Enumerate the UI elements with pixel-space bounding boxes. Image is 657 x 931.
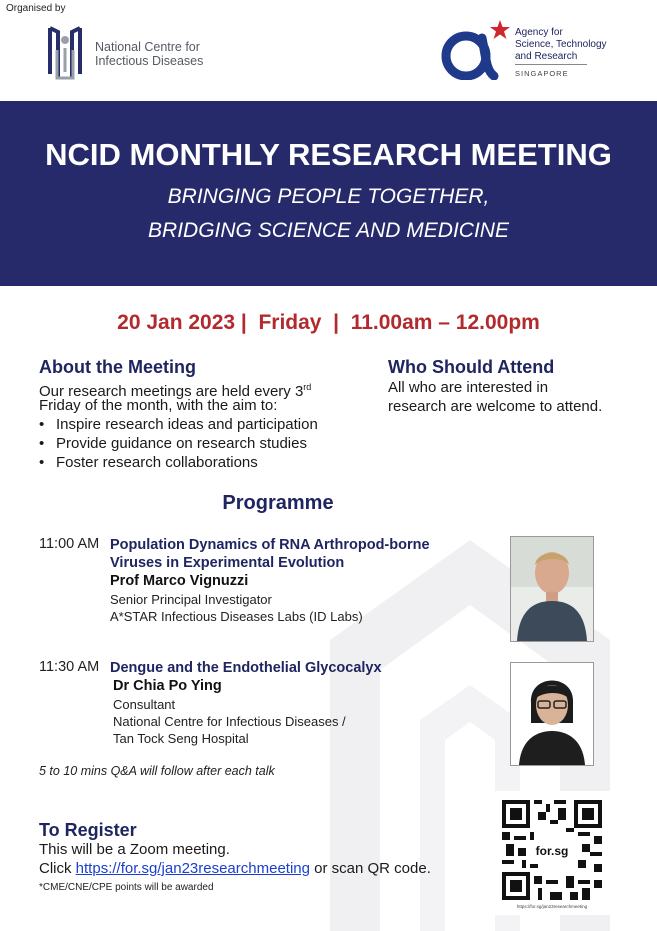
organised-by-label: Organised by	[6, 3, 66, 14]
talk-1-speaker: Prof Marco Vignuzzi	[110, 573, 249, 589]
qa-note: 5 to 10 mins Q&A will follow after each talk	[39, 764, 275, 778]
register-scan-text: or scan QR code.	[309, 860, 431, 877]
cme-note: *CME/CNE/CPE points will be awarded	[39, 882, 214, 893]
astar-logo-icon	[438, 18, 510, 80]
astar-name-line2: Science, Technology	[515, 39, 607, 50]
speaker-1-portrait-icon	[511, 537, 593, 641]
astar-divider	[515, 64, 587, 65]
ncid-logo-icon	[44, 22, 86, 84]
qr-center-label: for.sg	[535, 844, 569, 859]
talk-2-org-line1: National Centre for Infectious Diseases /	[113, 714, 346, 729]
talk-1-title-line1: Population Dynamics of RNA Arthropod-borne	[110, 537, 430, 553]
talk-2-role: Consultant	[113, 697, 176, 712]
banner-subtitle-line2: BRIDGING SCIENCE AND MEDICINE	[148, 219, 509, 242]
talk-2-title: Dengue and the Endothelial Glycocalyx	[110, 660, 382, 676]
talk-1-title	[110, 536, 470, 572]
about-aims-list	[39, 415, 318, 472]
astar-name	[515, 27, 607, 63]
about-text-superscript: rd	[303, 382, 312, 392]
talk-2-org-line2: Tan Tock Seng Hospital	[113, 731, 249, 746]
event-date-line: 20 Jan 2023 | Friday | 11.00am – 12.00pm	[117, 311, 540, 334]
talk-1-org: A*STAR Infectious Diseases Labs (ID Labs)	[110, 609, 363, 624]
talk-1-role: Senior Principal Investigator	[110, 592, 272, 607]
qr-code-icon[interactable]	[502, 800, 602, 900]
speaker-2-photo	[510, 662, 594, 766]
talk-2-time: 11:30 AM	[39, 659, 100, 675]
register-heading: To Register	[39, 820, 137, 840]
programme-heading: Programme	[222, 492, 334, 514]
about-text-line2: Friday of the month, with the aim to:	[39, 397, 278, 414]
speaker-1-photo	[510, 536, 594, 642]
ncid-name-line2: Infectious Diseases	[95, 54, 204, 68]
speaker-2-portrait-icon	[511, 663, 593, 765]
talk-1-title-line2: Viruses in Experimental Evolution	[110, 555, 345, 571]
who-heading: Who Should Attend	[388, 357, 555, 377]
who-text-line1: All who are interested in	[388, 379, 549, 396]
qr-caption: https://for.sg/jan23researchmeeting	[516, 904, 588, 909]
list-item: • Foster research collaborations	[39, 453, 318, 472]
banner-title: NCID MONTHLY RESEARCH MEETING	[45, 137, 612, 172]
list-item: • Inspire research ideas and participation	[39, 415, 318, 434]
about-heading: About the Meeting	[39, 357, 196, 377]
list-item: • Provide guidance on research studies	[39, 434, 318, 453]
banner-subtitle-line1: BRINGING PEOPLE TOGETHER,	[167, 185, 490, 208]
ncid-name	[95, 40, 203, 68]
astar-country: SINGAPORE	[515, 69, 569, 78]
registration-link[interactable]: https://for.sg/jan23researchmeeting	[75, 860, 310, 877]
talk-2-speaker: Dr Chia Po Ying	[113, 678, 222, 694]
astar-name-line3: and Research	[515, 51, 578, 62]
register-click-text: Click	[39, 860, 76, 877]
astar-name-line1: Agency for	[515, 27, 563, 38]
talk-1-time: 11:00 AM	[39, 536, 100, 552]
who-text-line2: research are welcome to attend.	[388, 398, 603, 415]
who-text	[388, 378, 638, 416]
register-link-line	[39, 860, 431, 877]
ncid-name-line1: National Centre for	[95, 40, 200, 54]
register-zoom-text: This will be a Zoom meeting.	[39, 841, 230, 858]
about-text-line1-main: Our research meetings are held every 3	[39, 383, 304, 400]
